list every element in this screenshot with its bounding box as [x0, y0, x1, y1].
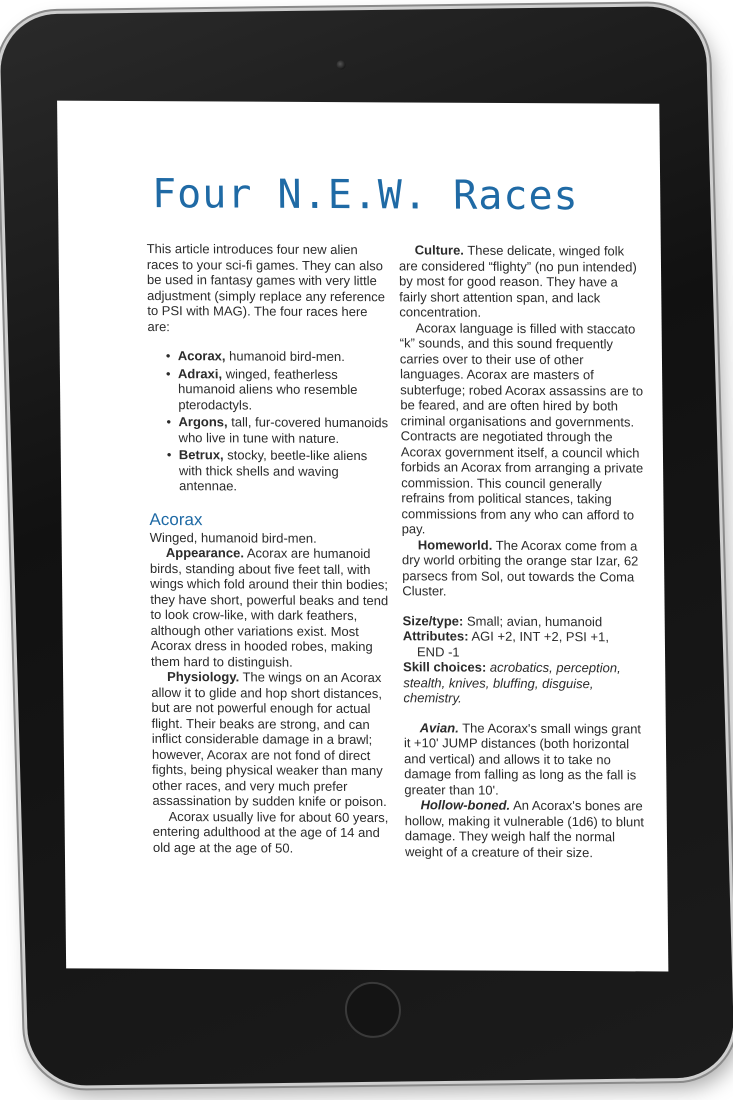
language-paragraph: Acorax language is filled with staccato “k” sounds, and this sound frequently carries over to their use of other languages. Acorax are masters of subterfuge; robed Acorax assassins are to be feared, and are often hired by both criminal organisations and governments. Contracts are negotiated through the Acorax government itself, a council which forbids an Acorax from arranging a private commission. This council generally refrains from political stances, taking commissions from any who can afford to pay. — [399, 319, 644, 537]
size-stat — [403, 613, 648, 630]
race-name: Betrux, — [178, 447, 224, 463]
right-column — [399, 242, 651, 860]
homeworld-text: The Acorax come from a dry world orbiting the orange star Izar, 62 parsecs from Sol, out towards the Coma Cluster. — [401, 537, 639, 599]
list-item — [167, 447, 395, 495]
physiology-label: Physiology. — [167, 668, 240, 685]
section-subtitle: Winged, humanoid bird-men. — [149, 529, 317, 546]
spacer — [404, 706, 649, 721]
physiology-paragraph — [151, 669, 398, 810]
culture-paragraph — [399, 242, 645, 321]
appearance-label: Appearance. — [165, 545, 244, 561]
hollow-boned-text: An Acorax's bones are hollow, making it vulnerable (1d6) to blunt damage. They weigh half the normal weight of a creature of their size. — [404, 797, 645, 860]
avian-text: The Acorax's small wings grant it +10' JUMP distances (both horizontal and vertical) and allows it to take no damage from falling as long as the fall is greater than 10'. — [403, 719, 642, 798]
avian-label: Avian. — [419, 719, 459, 735]
tablet-device — [0, 6, 733, 1086]
tablet-screen — [57, 101, 668, 972]
hollow-boned-paragraph — [404, 797, 650, 860]
list-item — [166, 366, 394, 414]
race-list — [148, 348, 395, 495]
page-title: Four N.E.W. Races — [151, 171, 579, 220]
camera-icon — [336, 60, 345, 69]
race-description: humanoid bird-men. — [225, 348, 345, 365]
spacer — [402, 599, 647, 614]
attributes-value: AGI +2, INT +2, PSI +1, — [468, 628, 609, 645]
race-name: Acorax, — [177, 348, 226, 364]
race-name: Argons, — [178, 414, 228, 430]
race-name: Adraxi, — [177, 365, 223, 381]
size-value: Small; avian, humanoid — [463, 613, 603, 629]
attributes-label: Attributes: — [402, 628, 469, 644]
race-description: winged, featherless humanoid aliens who resemble pterodactyls. — [178, 365, 358, 413]
attributes-stat-continued: END -1 — [416, 643, 460, 660]
left-column — [147, 241, 399, 856]
homeworld-label: Homeworld. — [417, 536, 493, 553]
list-item — [166, 414, 393, 446]
race-description: stocky, beetle-like aliens with thick shells and waving antennae. — [178, 447, 368, 494]
attributes-stat — [403, 628, 648, 645]
lifespan-paragraph: Acorax usually live for about 60 years, entering adulthood at the age of 14 and old age at the age of 50. — [152, 808, 389, 856]
avian-paragraph — [404, 720, 650, 799]
appearance-text: Acorax are humanoid birds, standing about five feet tall, with wings which fold around their thin bodies; they have short, powerful beaks and tend to look crow-like, with dark feathers, although other variations exist. Most Acorax dress in hooded robes, making them hard to distinguish. — [149, 545, 389, 670]
race-description: tall, fur-covered humanoids who live in tune with nature. — [178, 414, 389, 446]
intro-paragraph: This article introduces four new alien races to your sci-fi games. They can also be used in fantasy games with very little adjustment (simply replace any reference to PSI with MAG). The four races here are: — [146, 241, 386, 334]
size-label: Size/type: — [402, 612, 464, 629]
hollow-boned-label: Hollow-boned. — [420, 797, 511, 813]
section-heading: Acorax — [149, 509, 203, 529]
skills-stat — [403, 659, 649, 707]
skills-label: Skill choices: — [403, 659, 487, 675]
appearance-paragraph — [150, 545, 396, 670]
culture-text: These delicate, winged folk are considered “flighty” (no pun intended) by most for good reason. They have a fairly short attention span, and lack concentration. — [398, 242, 637, 320]
skills-value: acrobatics, perception, stealth, knives, bluffing, disguise, chemistry. — [403, 659, 621, 706]
home-button[interactable] — [344, 982, 402, 1039]
physiology-text: The wings on an Acorax allow it to glide and hop short distances, but are not powerful enough for actual flight. Their beaks are strong, and can inflict considerable damage in a brawl; however, Acorax are not fond of direct fights, being physical weaker than many other races, and very much prefer assassination by sudden knife or poison. — [151, 669, 387, 810]
culture-label: Culture. — [414, 242, 464, 258]
homeworld-paragraph — [402, 537, 648, 600]
list-item — [166, 348, 393, 365]
